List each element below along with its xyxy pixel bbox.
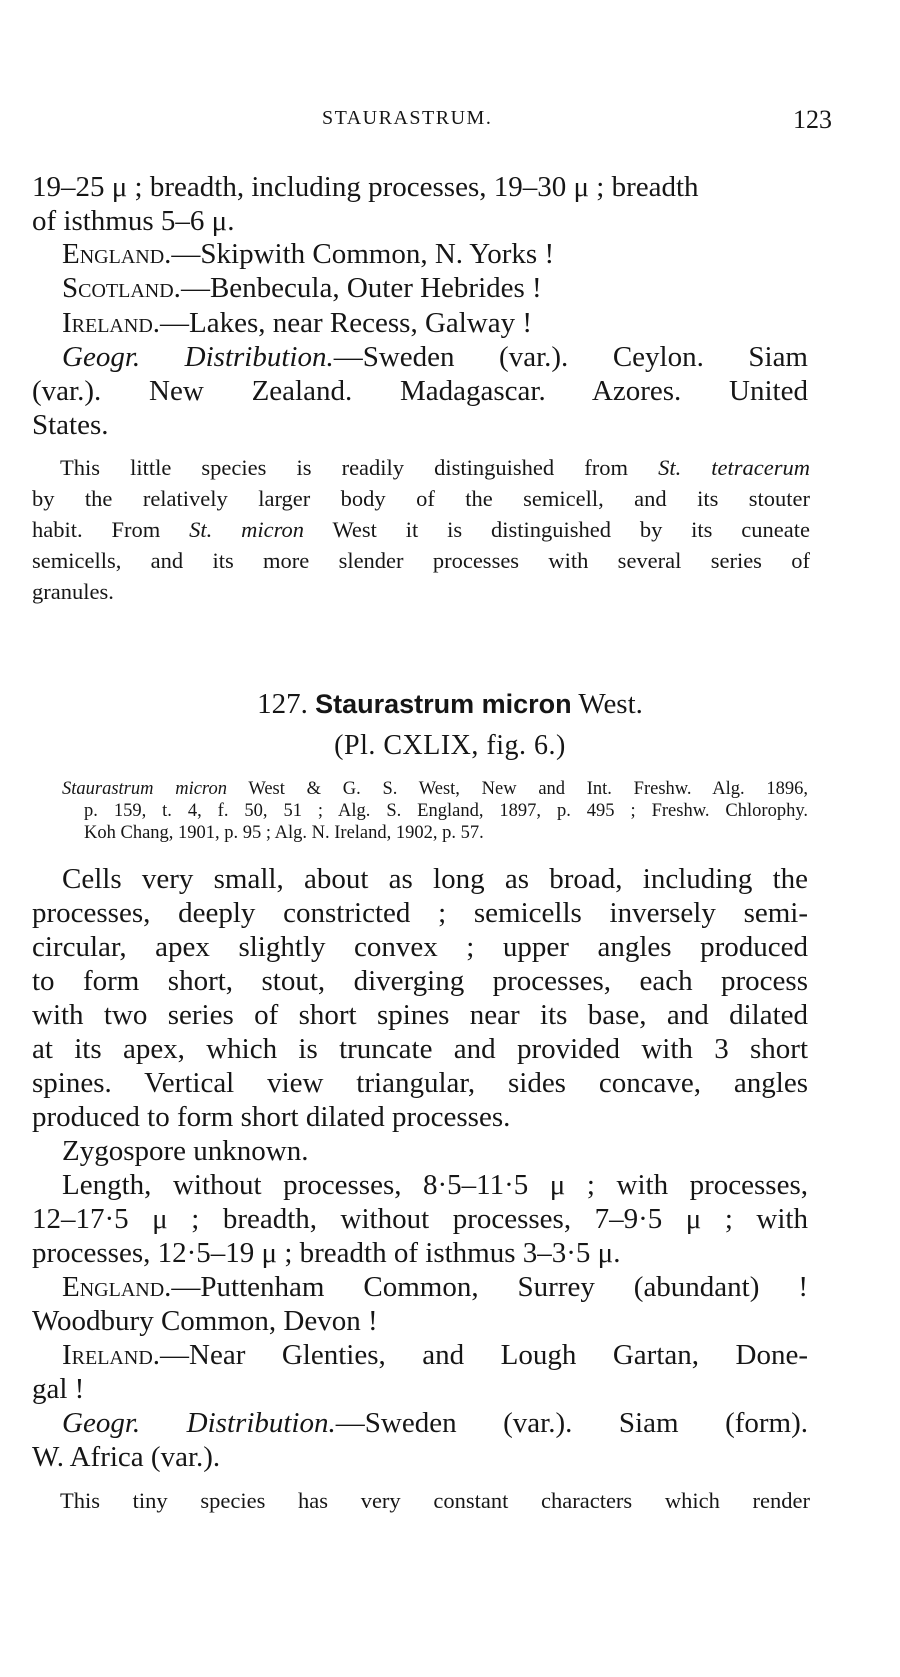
description-line: at its apex, which is truncate and provided with 3 short <box>32 1033 808 1065</box>
geogr-label: Geogr. Distribution. <box>62 341 334 373</box>
region-label: Ireland. <box>62 1339 161 1371</box>
locality-continuation: Woodbury Common, Devon ! <box>32 1305 378 1337</box>
note-line <box>60 455 810 481</box>
region-label: England. <box>62 238 172 270</box>
zygospore-line: Zygospore unknown. <box>62 1135 309 1167</box>
note-line: semicells, and its more slender processes with several series of <box>32 548 810 573</box>
dimensions-line: Length, without processes, 8·5–11·5 μ ; with processes, <box>62 1169 808 1201</box>
dimensions-line: 12–17·5 μ ; breadth, without processes, 7–9·5 μ ; with <box>32 1203 808 1235</box>
geogr-text: —Sweden (var.). Ceylon. Siam <box>333 341 808 373</box>
note-line: by the relatively larger body of the semicell, and its stouter <box>32 486 810 511</box>
synonymy-line: Koh Chang, 1901, p. 95 ; Alg. N. Ireland, 1902, p. 57. <box>84 823 484 843</box>
species-name: Staurastrum micron <box>62 779 227 799</box>
measurement-line: of isthmus 5–6 μ. <box>32 205 235 237</box>
species-author: West. <box>578 688 643 720</box>
note-line <box>32 517 810 543</box>
dimensions-line: processes, 12·5–19 μ ; breadth of isthmus 3–3·5 μ. <box>32 1237 621 1269</box>
locality-england <box>62 238 554 271</box>
description-line: processes, deeply constricted ; semicells inversely semi- <box>32 897 808 929</box>
species-heading <box>0 688 900 721</box>
page-number: 123 <box>793 105 832 134</box>
running-head-title: STAURASTRUM. <box>322 107 493 129</box>
geogr-text: —Sweden (var.). Siam (form). <box>335 1407 809 1439</box>
geogr-continuation: States. <box>32 409 109 441</box>
species-name: Staurastrum micron <box>315 689 572 719</box>
region-label: England. <box>62 1271 172 1303</box>
running-head <box>0 105 900 141</box>
description-line: circular, apex slightly convex ; upper angles produced <box>32 931 808 963</box>
region-label: Scotland. <box>62 272 181 304</box>
note-line: This tiny species has very constant characters which render <box>60 1488 810 1513</box>
locality-text: —Benbecula, Outer Hebrides ! <box>180 272 542 304</box>
description-line: produced to form short dilated processes. <box>32 1101 511 1133</box>
locality-text: —Near Glenties, and Lough Gartan, Done- <box>160 1339 808 1371</box>
description-line: to form short, stout, diverging processes, each process <box>32 965 808 997</box>
locality-england <box>62 1271 808 1304</box>
note-text: This little species is readily distinguished from <box>60 455 659 480</box>
locality-text: —Lakes, near Recess, Galway ! <box>160 307 533 339</box>
locality-ireland <box>62 307 532 340</box>
geogr-continuation: W. Africa (var.). <box>32 1441 221 1473</box>
species-name: St. micron <box>189 517 304 542</box>
locality-text: —Puttenham Common, Surrey (abundant) ! <box>171 1271 808 1303</box>
geographic-distribution <box>62 341 808 374</box>
region-label: Ireland. <box>62 307 161 339</box>
citation-text: West & G. S. West, New and Int. Freshw. Alg. 1896, <box>226 779 808 799</box>
species-name: St. tetracerum <box>658 455 810 480</box>
geogr-continuation: (var.). New Zealand. Madagascar. Azores. United <box>32 375 808 407</box>
plate-reference: (Pl. CXLIX, fig. 6.) <box>334 730 566 761</box>
synonymy-line: p. 159, t. 4, f. 50, 51 ; Alg. S. England, 1897, p. 495 ; Freshw. Chlorophy. <box>84 801 808 821</box>
description-line: with two series of short spines near its base, and dilated <box>32 999 808 1031</box>
note-text: habit. From <box>32 517 190 542</box>
measurement-line: 19–25 μ ; breadth, including processes, 19–30 μ ; breadth <box>32 171 699 203</box>
geographic-distribution <box>62 1407 808 1440</box>
locality-continuation: gal ! <box>32 1373 85 1405</box>
note-text: West it is distinguished by its cuneate <box>304 517 810 542</box>
locality-text: —Skipwith Common, N. Yorks ! <box>171 238 555 270</box>
note-line: granules. <box>32 579 114 604</box>
description-line: Cells very small, about as long as broad, including the <box>62 863 808 895</box>
description-line: spines. Vertical view triangular, sides concave, angles <box>32 1067 808 1099</box>
geogr-label: Geogr. Distribution. <box>62 1407 336 1439</box>
locality-ireland <box>62 1339 808 1372</box>
locality-scotland <box>62 272 542 305</box>
synonymy-line <box>62 779 808 800</box>
species-number: 127. <box>257 688 308 720</box>
